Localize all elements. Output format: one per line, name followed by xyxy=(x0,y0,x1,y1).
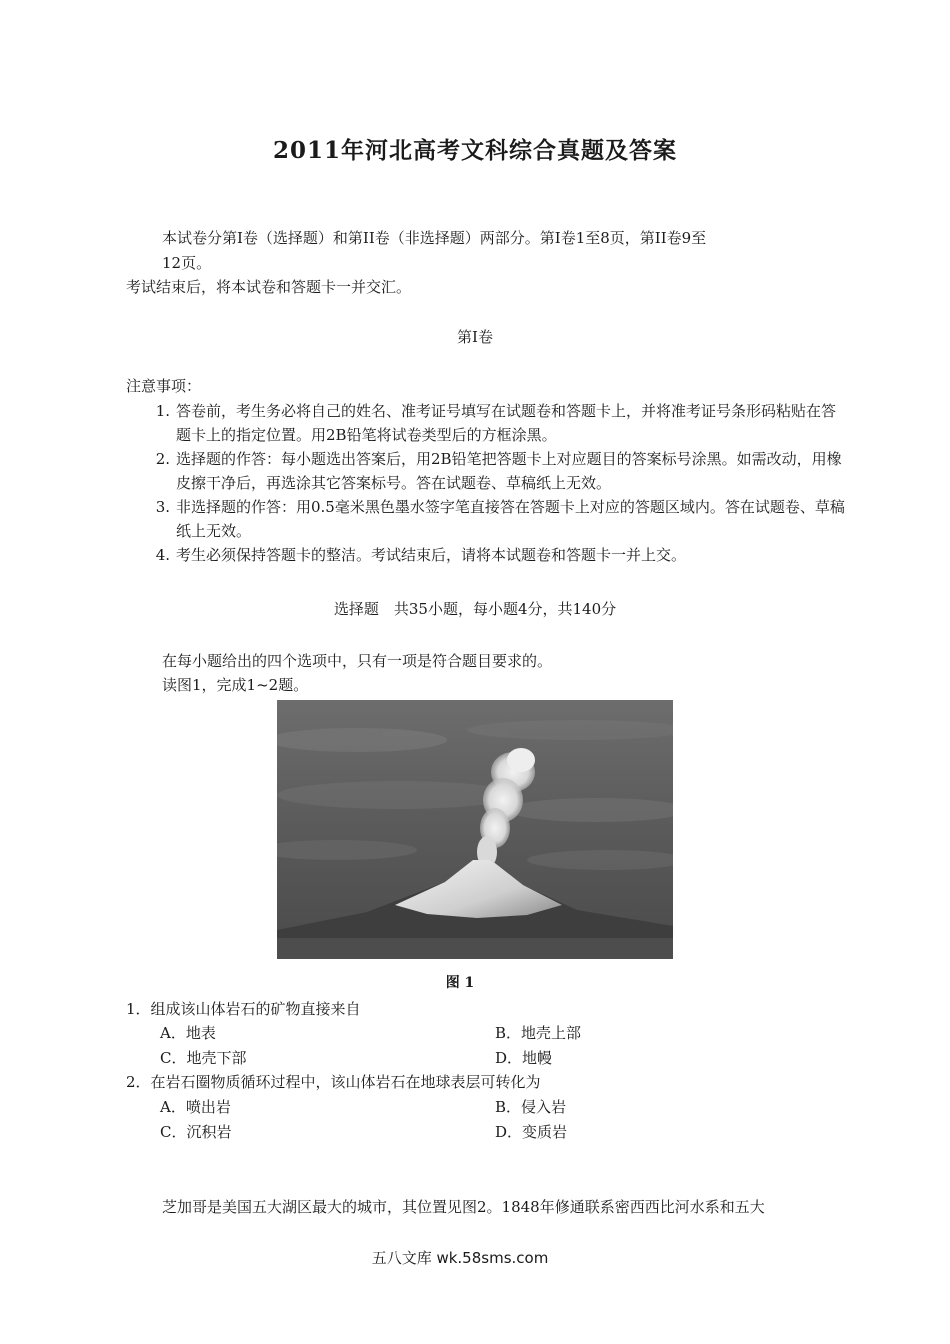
notice-item xyxy=(126,543,846,567)
question-1-option-d: D．地幔 xyxy=(495,1049,553,1067)
foreground-haze xyxy=(277,938,673,959)
question-1-option-a: A．地表 xyxy=(160,1024,216,1042)
instruction-line-2: 读图1，完成1~2题。 xyxy=(162,676,309,694)
footer-watermark[interactable]: 五八文库 wk.58sms.com xyxy=(371,1249,549,1267)
volcano-photo xyxy=(277,700,673,959)
figure-caption: 图 1 xyxy=(445,975,475,991)
page-title: 2011年河北高考文科综合真题及答案 xyxy=(272,137,677,164)
intro-line-2: 12页。 xyxy=(162,254,212,272)
intro-line-1: 本试卷分第I卷（选择题）和第II卷（非选择题）两部分。第I卷1至8页，第II卷9至 xyxy=(162,229,707,247)
volcano-illustration xyxy=(277,700,673,959)
notice-item-number: 3. xyxy=(155,498,170,516)
question-2-stem: 2．在岩石圈物质循环过程中，该山体岩石在地球表层可转化为 xyxy=(126,1073,541,1091)
notice-item xyxy=(126,447,846,495)
notice-item-text: 非选择题的作答：用0.5毫米黑色墨水签字笔直接答在答题卡上对应的答题区域内。答在试题卷、草稿纸上无效。 xyxy=(176,498,845,540)
volume-title: 第I卷 xyxy=(457,328,493,346)
next-paragraph: 芝加哥是美国五大湖区最大的城市，其位置见图2。1848年修通联系密西西比河水系和五大 xyxy=(162,1198,765,1216)
question-2-option-c: C．沉积岩 xyxy=(160,1123,232,1141)
notice-item-text: 考生必须保持答题卡的整洁。考试结束后，请将本试题卷和答题卡一并上交。 xyxy=(176,546,687,564)
question-2-option-d: D．变质岩 xyxy=(495,1123,568,1141)
notice-item xyxy=(126,399,846,447)
notice-item-number: 2. xyxy=(155,450,170,468)
intro-line-3: 考试结束后，将本试卷和答题卡一并交汇。 xyxy=(126,278,412,296)
instruction-line-1: 在每小题给出的四个选项中，只有一项是符合题目要求的。 xyxy=(162,652,553,670)
notice-list xyxy=(126,399,846,567)
question-1-stem: 1．组成该山体岩石的矿物直接来自 xyxy=(126,1000,361,1018)
question-2-option-b: B．侵入岩 xyxy=(495,1098,567,1116)
question-1-option-b: B．地壳上部 xyxy=(495,1024,582,1042)
notice-heading: 注意事项： xyxy=(126,377,202,395)
notice-item-number: 1. xyxy=(155,402,170,420)
question-2-option-a: A．喷出岩 xyxy=(160,1098,231,1116)
question-1-option-c: C．地壳下部 xyxy=(160,1049,247,1067)
section-heading: 选择题 共35小题，每小题4分，共140分 xyxy=(333,600,617,618)
notice-item-text: 选择题的作答：每小题选出答案后，用2B铅笔把答题卡上对应题目的答案标号涂黑。如需改动，用橡皮擦干净后，再选涂其它答案标号。答在试题卷、草稿纸上无效。 xyxy=(176,450,842,492)
notice-item-text: 答卷前，考生务必将自己的姓名、准考证号填写在试题卷和答题卡上，并将准考证号条形码粘贴在答题卡上的指定位置。用2B铅笔将试卷类型后的方框涂黑。 xyxy=(176,402,837,444)
notice-item-number: 4. xyxy=(155,546,170,564)
notice-item xyxy=(126,495,846,543)
